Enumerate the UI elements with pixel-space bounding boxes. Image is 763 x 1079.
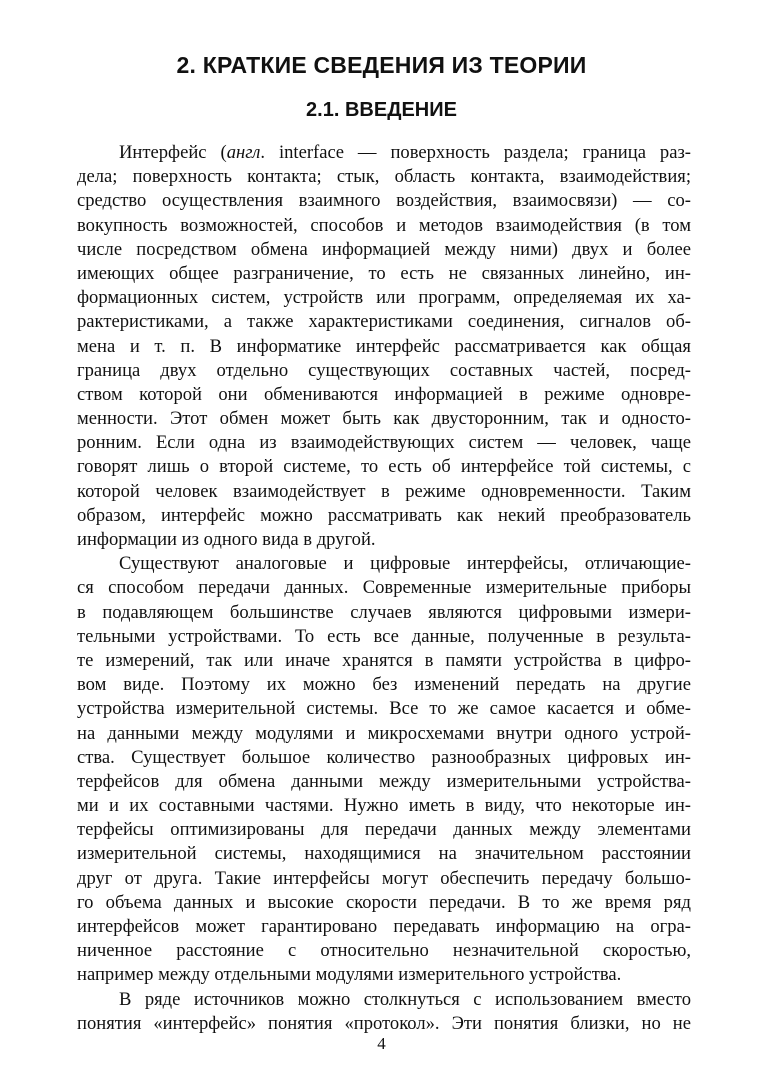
paragraph-text-segment: Интерфейс (	[119, 142, 227, 163]
paragraph-line: числе посредством обмена информацией между ними) двух и более	[77, 238, 691, 260]
paragraph-line: тельными устройствами. То есть все данные, полученные в результа-	[77, 625, 691, 647]
paragraph-line: в подавляющем большинстве случаев являются цифровыми измери-	[77, 601, 691, 623]
paragraph-line: интерфейсов может гарантировано передавать информацию на огра-	[77, 916, 691, 937]
paragraph-line: устройства измерительной системы. Все то же самое касается и обме-	[77, 698, 691, 720]
paragraph-1	[77, 141, 691, 552]
paragraph-line: го объема данных и высокие скорости передачи. В то же время ряд	[77, 891, 691, 913]
paragraph-line: граница двух отдельно существующих составных частей, посред-	[77, 359, 691, 381]
paragraph-line: информации из одного вида в другой.	[77, 529, 376, 550]
paragraph-line: рактеристиками, а также характеристиками соединения, сигналов об-	[77, 311, 691, 333]
paragraph-line: те измерений, так или иначе хранятся в памяти устройства в цифро-	[77, 649, 691, 671]
paragraph-line: ством которой они обмениваются информацией в режиме одновре-	[77, 383, 691, 405]
section-title: 2.1. ВВЕДЕНИЕ	[306, 99, 457, 121]
paragraph-line: говорят лишь о второй системе, то есть об интерфейсе той системы, с	[77, 456, 691, 478]
paragraph-line: менности. Этот обмен может быть как двусторонним, так и односто-	[77, 408, 691, 430]
paragraph-line: ниченное расстояние с относительно незначительной скоростью,	[77, 940, 691, 962]
paragraph-2	[77, 552, 691, 987]
paragraph-line: средство осуществления взаимного воздействия, взаимосвязи) — со-	[77, 190, 691, 212]
paragraph-line: например между отдельными модулями измерительного устройства.	[77, 964, 622, 986]
paragraph-line: которой человек взаимодействует в режиме одновременности. Таким	[77, 480, 691, 502]
paragraph-line: имеющих общее разграничение, то есть не связанных линейно, ин-	[77, 262, 691, 284]
paragraph-line	[77, 141, 691, 165]
body-text	[77, 141, 691, 1036]
paragraph-text-segment: . interface — поверхность раздела; граница раз-	[260, 142, 691, 163]
paragraph-line: вокупность возможностей, способов и методов взаимодействия (в том	[77, 214, 691, 236]
italic-abbreviation: англ	[226, 142, 261, 163]
paragraph-line: ронним. Если одна из взаимодействующих систем — человек, чаще	[77, 432, 691, 454]
paragraph-3	[77, 988, 691, 1036]
paragraph-line: ства. Существует большое количество разнообразных цифровых ин-	[77, 746, 691, 768]
paragraph-line: ся способом передачи данных. Современные измерительные приборы	[77, 577, 691, 599]
paragraph-line: образом, интерфейс можно рассматривать как некий преобразователь	[77, 504, 691, 526]
paragraph-line: формационных систем, устройств или программ, определяемая их ха-	[77, 287, 691, 309]
paragraph-line: измерительной системы, находящимися на значительном расстоянии	[77, 843, 691, 865]
paragraph-line: мена и т. п. В информатике интерфейс рассматривается как общая	[77, 335, 691, 357]
paragraph-line: В ряде источников можно столкнуться с использованием вместо	[119, 988, 691, 1010]
paragraph-line: ми и их составными частями. Нужно иметь в виду, что некоторые ин-	[77, 795, 691, 817]
paragraph-line: друг от друга. Такие интерфейсы могут обеспечить передачу большо-	[77, 867, 691, 889]
paragraph-line: на данными между модулями и микросхемами внутри одного устрой-	[77, 722, 691, 744]
paragraph-line: дела; поверхность контакта; стык, область контакта, взаимодействия;	[77, 166, 691, 188]
paragraph-line: Существуют аналоговые и цифровые интерфейсы, отличающие-	[119, 553, 691, 575]
paragraph-line: терфейсов для обмена данными между измерительными устройства-	[77, 770, 691, 792]
chapter-title: 2. КРАТКИЕ СВЕДЕНИЯ ИЗ ТЕОРИИ	[176, 52, 587, 78]
paragraph-line: терфейсы оптимизированы для передачи данных между элементами	[77, 819, 691, 841]
paragraph-line: понятия «интерфейс» понятия «протокол». Эти понятия близки, но не	[77, 1012, 691, 1034]
paragraph-line: вом виде. Поэтому их можно без изменений передать на другие	[77, 674, 691, 696]
page-number: 4	[377, 1034, 386, 1053]
